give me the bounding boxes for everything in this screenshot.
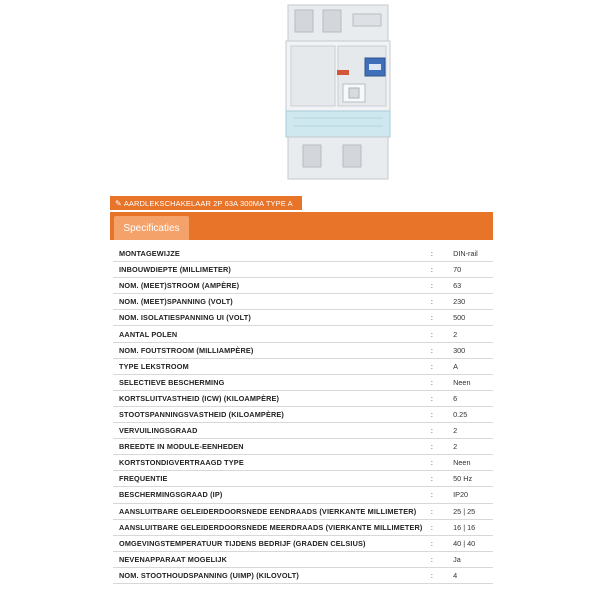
- spec-value: Ja: [453, 551, 493, 567]
- spec-name: NOM. ISOLATIESPANNING UI (VOLT): [113, 310, 431, 326]
- spec-name: AANSLUITBARE GELEIDERDOORSNEDE MEERDRAADS (VIERKANTE MILLIMETER): [113, 519, 431, 535]
- spec-name: KORTSTONDIGVERTRAAGD TYPE: [113, 455, 431, 471]
- table-row: [113, 487, 493, 503]
- table-row: [113, 519, 493, 535]
- spec-value: 2: [453, 326, 493, 342]
- spec-value: 6: [453, 390, 493, 406]
- table-row: [113, 455, 493, 471]
- tab-specificaties[interactable]: [114, 216, 189, 240]
- spec-value: 4: [453, 567, 493, 583]
- spec-name: AANSLUITBARE GELEIDERDOORSNEDE EENDRAADS (VIERKANTE MILLIMETER): [113, 503, 431, 519]
- spec-value: 0.25: [453, 406, 493, 422]
- table-row: [113, 567, 493, 583]
- spec-separator: :: [431, 374, 453, 390]
- table-row: [113, 246, 493, 262]
- spec-name: AANTAL POLEN: [113, 326, 431, 342]
- spec-name: FREQUENTIE: [113, 471, 431, 487]
- circuit-breaker-image: [283, 0, 393, 185]
- spec-name: MONTAGEWIJZE: [113, 246, 431, 262]
- table-row: [113, 503, 493, 519]
- spec-name: VERVUILINGSGRAAD: [113, 423, 431, 439]
- spec-separator: :: [431, 535, 453, 551]
- spec-value: A: [453, 358, 493, 374]
- spec-name: INBOUWDIEPTE (MILLIMETER): [113, 262, 431, 278]
- spec-separator: :: [431, 406, 453, 422]
- spec-separator: :: [431, 294, 453, 310]
- spec-name: BESCHERMINGSGRAAD (IP): [113, 487, 431, 503]
- spec-value: 500: [453, 310, 493, 326]
- table-row: [113, 374, 493, 390]
- spec-value: 230: [453, 294, 493, 310]
- table-row: [113, 439, 493, 455]
- spec-value: 16 | 16: [453, 519, 493, 535]
- spec-name: KORTSLUITVASTHEID (ICW) (KILOAMPÈRE): [113, 390, 431, 406]
- spec-name: SELECTIEVE BESCHERMING: [113, 374, 431, 390]
- spec-separator: :: [431, 310, 453, 326]
- spec-separator: :: [431, 278, 453, 294]
- spec-separator: :: [431, 262, 453, 278]
- table-row: [113, 278, 493, 294]
- spec-name: TYPE LEKSTROOM: [113, 358, 431, 374]
- spec-value: 300: [453, 342, 493, 358]
- spec-separator: :: [431, 471, 453, 487]
- spec-separator: :: [431, 358, 453, 374]
- spec-separator: :: [431, 246, 453, 262]
- table-row: [113, 342, 493, 358]
- spec-name: STOOTSPANNINGSVASTHEID (KILOAMPÈRE): [113, 406, 431, 422]
- spec-separator: :: [431, 455, 453, 471]
- table-row: [113, 262, 493, 278]
- spec-name: BREEDTE IN MODULE-EENHEDEN: [113, 439, 431, 455]
- spec-separator: :: [431, 439, 453, 455]
- table-row: [113, 294, 493, 310]
- spec-value: Neen: [453, 374, 493, 390]
- product-title-bar: [110, 196, 302, 210]
- spec-name: OMGEVINGSTEMPERATUUR TIJDENS BEDRIJF (GRADEN CELSIUS): [113, 535, 431, 551]
- spec-name: NOM. (MEET)STROOM (AMPÈRE): [113, 278, 431, 294]
- spec-separator: :: [431, 390, 453, 406]
- spec-separator: :: [431, 423, 453, 439]
- spec-name: NOM. STOOTHOUDSPANNING (UIMP) (KILOVOLT): [113, 567, 431, 583]
- spec-separator: :: [431, 551, 453, 567]
- table-row: [113, 471, 493, 487]
- table-row: [113, 423, 493, 439]
- table-row: [113, 326, 493, 342]
- table-row: [113, 535, 493, 551]
- spec-value: 25 | 25: [453, 503, 493, 519]
- spec-separator: :: [431, 519, 453, 535]
- spec-separator: :: [431, 326, 453, 342]
- table-row: [113, 358, 493, 374]
- tag-icon: ✎: [115, 198, 122, 208]
- spec-value: IP20: [453, 487, 493, 503]
- tab-label: Specificaties: [123, 222, 180, 234]
- spec-value: 63: [453, 278, 493, 294]
- spec-name: NOM. (MEET)SPANNING (VOLT): [113, 294, 431, 310]
- spec-value: 40 | 40: [453, 535, 493, 551]
- spec-value: 70: [453, 262, 493, 278]
- spec-value: 2: [453, 439, 493, 455]
- table-row: [113, 406, 493, 422]
- spec-value: Neen: [453, 455, 493, 471]
- table-row: [113, 310, 493, 326]
- spec-value: 50 Hz: [453, 471, 493, 487]
- spec-separator: :: [431, 503, 453, 519]
- spec-value: DIN-rail: [453, 246, 493, 262]
- spec-value: 2: [453, 423, 493, 439]
- spec-name: NOM. FOUTSTROOM (MILLIAMPÈRE): [113, 342, 431, 358]
- tab-strip: [110, 212, 493, 240]
- spec-separator: :: [431, 487, 453, 503]
- spec-name: NEVENAPPARAAT MOGELIJK: [113, 551, 431, 567]
- product-title: AARDLEKSCHAKELAAR 2P 63A 300MA TYPE A: [123, 198, 293, 208]
- table-row: [113, 551, 493, 567]
- spec-separator: :: [431, 342, 453, 358]
- spec-separator: :: [431, 567, 453, 583]
- specifications-table: [113, 246, 493, 584]
- table-row: [113, 390, 493, 406]
